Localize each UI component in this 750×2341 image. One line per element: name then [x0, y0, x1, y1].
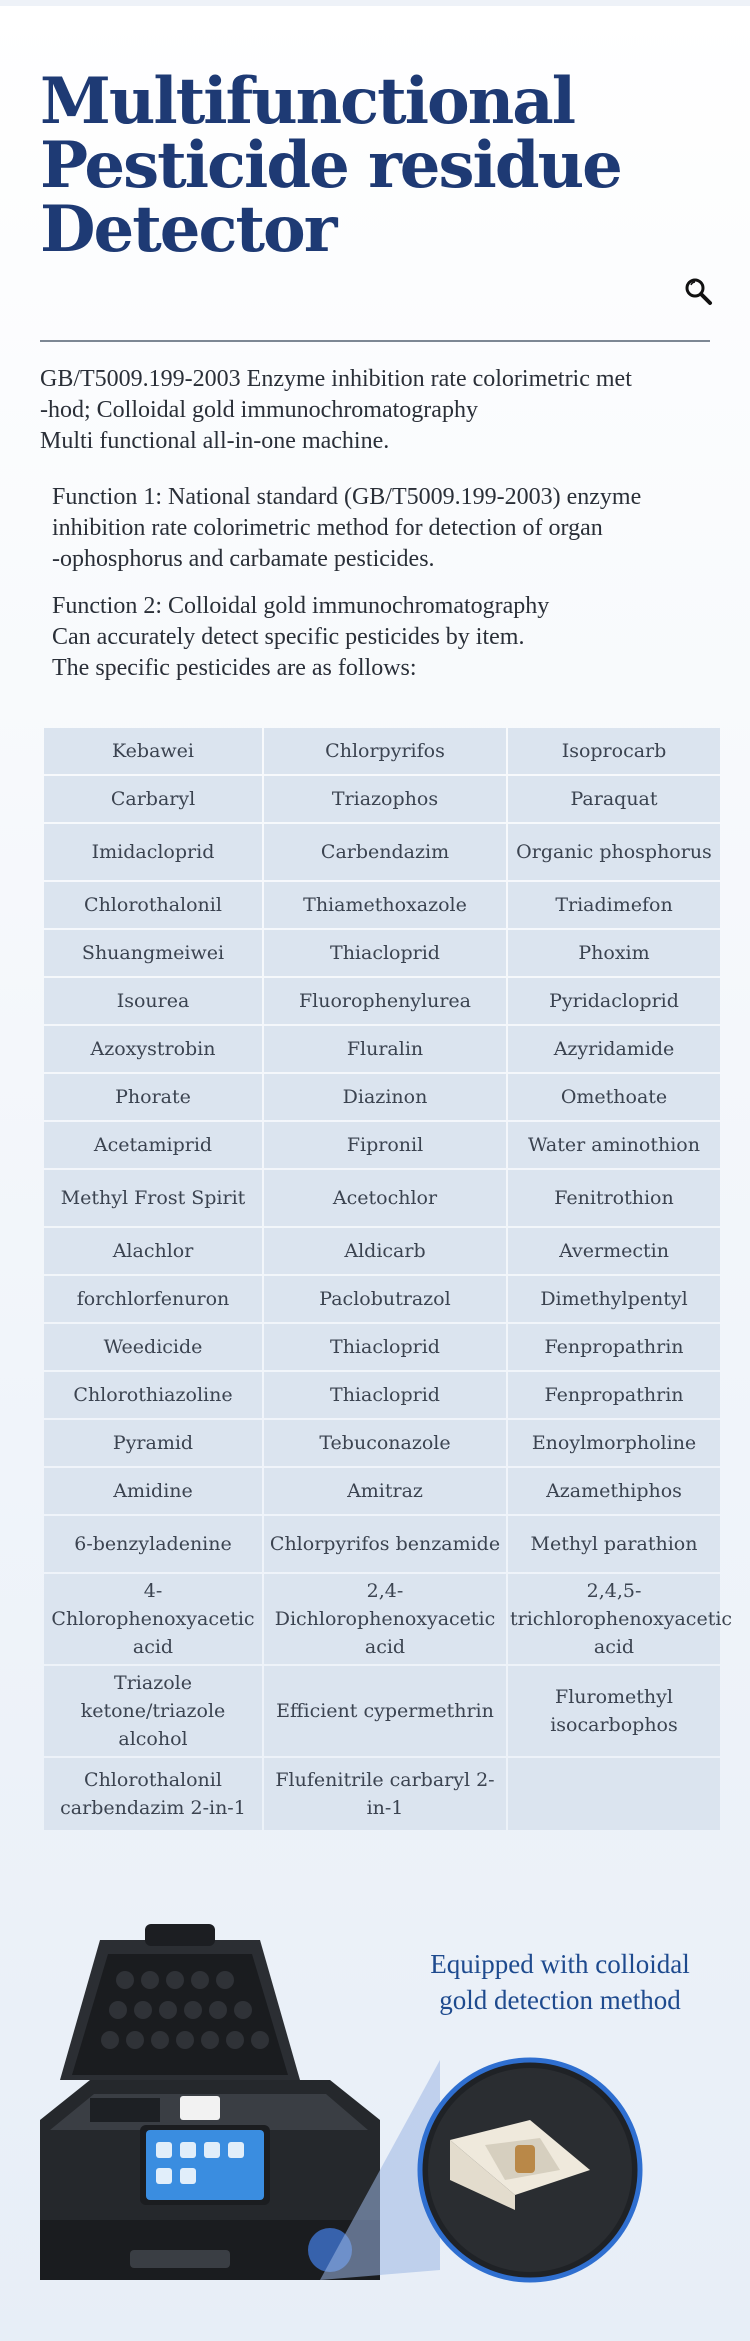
pesticide-cell: forchlorfenuron: [44, 1276, 262, 1322]
function-1-text: [52, 482, 712, 575]
pesticide-cell: Water aminothion: [508, 1122, 720, 1168]
function-1-line-3: -ophosphorus and carbamate pesticides.: [52, 546, 435, 572]
pesticide-cell: 2,4,5-trichlorophenoxyacetic acid: [508, 1574, 720, 1664]
function-2-line-3: The specific pesticides are as follows:: [52, 655, 417, 681]
pesticide-cell: 6-benzyladenine: [44, 1516, 262, 1572]
pesticide-cell: Amidine: [44, 1468, 262, 1514]
pesticide-cell: Fipronil: [264, 1122, 506, 1168]
pesticide-cell: Azoxystrobin: [44, 1026, 262, 1072]
pesticide-cell: Diazinon: [264, 1074, 506, 1120]
pesticide-cell: Azyridamide: [508, 1026, 720, 1072]
callout-line-2: gold detection method: [439, 1985, 681, 2015]
table-row: [44, 1758, 720, 1830]
intro-line-1: GB/T5009.199-2003 Enzyme inhibition rate colorimetric met: [40, 366, 632, 392]
pesticide-cell: Kebawei: [44, 728, 262, 774]
title-line-1: Multifunctional: [40, 64, 574, 139]
pesticide-cell: Imidacloprid: [44, 824, 262, 880]
table-row: [44, 930, 720, 976]
pesticide-cell: Triadimefon: [508, 882, 720, 928]
table-row: [44, 1026, 720, 1072]
pesticide-cell: Triazole ketone/triazole alcohol: [44, 1666, 262, 1756]
function-1-line-1: Function 1: National standard (GB/T5009.199-2003) enzyme: [52, 484, 642, 510]
pesticide-cell: Thiacloprid: [264, 1324, 506, 1370]
pesticide-cell: Phorate: [44, 1074, 262, 1120]
pesticide-table: [42, 726, 733, 1832]
pesticide-cell: Chlorothalonil carbendazim 2-in-1: [44, 1758, 262, 1830]
pesticide-cell: 4-Chlorophenoxyacetic acid: [44, 1574, 262, 1664]
pesticide-cell: Azamethiphos: [508, 1468, 720, 1514]
pesticide-cell: Methyl parathion: [508, 1516, 720, 1572]
function-2-line-1: Function 2: Colloidal gold immunochromatography: [52, 593, 550, 619]
pesticide-cell: Pyridacloprid: [508, 978, 720, 1024]
table-row: [44, 1574, 720, 1664]
pesticide-cell: Omethoate: [508, 1074, 720, 1120]
table-row: [44, 1324, 720, 1370]
table-row: [44, 1276, 720, 1322]
pesticide-cell: Fluromethyl isocarbophos: [508, 1666, 720, 1756]
intro-line-2: -hod; Colloidal gold immunochromatography: [40, 397, 478, 423]
pesticide-cell: Fenpropathrin: [508, 1324, 720, 1370]
pesticide-cell: Dimethylpentyl: [508, 1276, 720, 1322]
pesticide-cell: Paclobutrazol: [264, 1276, 506, 1322]
pesticide-cell: Efficient cypermethrin: [264, 1666, 506, 1756]
table-row: [44, 882, 720, 928]
page-title: [40, 64, 680, 267]
pesticide-cell: Chlorpyrifos: [264, 728, 506, 774]
pesticide-cell: Thiacloprid: [264, 930, 506, 976]
table-row: [44, 1516, 720, 1572]
pesticide-cell: Chlorpyrifos benzamide: [264, 1516, 506, 1572]
pesticide-cell: 2,4-Dichlorophenoxyacetic acid: [264, 1574, 506, 1664]
pesticide-cell: Thiamethoxazole: [264, 882, 506, 928]
pesticide-cell: Flufenitrile carbaryl 2-in-1: [264, 1758, 506, 1830]
pesticide-cell: Phoxim: [508, 930, 720, 976]
pesticide-cell: Organic phosphorus: [508, 824, 720, 880]
callout-line-1: Equipped with colloidal: [430, 1949, 690, 1979]
pesticide-cell: Fluralin: [264, 1026, 506, 1072]
function-2-text: [52, 591, 712, 684]
divider: [40, 340, 710, 342]
table-row: [44, 824, 720, 880]
pesticide-cell: Pyramid: [44, 1420, 262, 1466]
pesticide-cell: Thiacloprid: [264, 1372, 506, 1418]
table-row: [44, 1666, 720, 1756]
table-row: [44, 776, 720, 822]
pesticide-cell: Methyl Frost Spirit: [44, 1170, 262, 1226]
pesticide-cell: Fluorophenylurea: [264, 978, 506, 1024]
table-row: [44, 1122, 720, 1168]
pesticide-cell: Carbaryl: [44, 776, 262, 822]
pesticide-cell: Aldicarb: [264, 1228, 506, 1274]
pesticide-cell: Isoprocarb: [508, 728, 720, 774]
table-row: [44, 1228, 720, 1274]
table-row: [44, 1170, 720, 1226]
pesticide-cell: Weedicide: [44, 1324, 262, 1370]
pesticide-cell: Chlorothiazoline: [44, 1372, 262, 1418]
function-2-line-2: Can accurately detect specific pesticides by item.: [52, 624, 525, 650]
table-row: [44, 1074, 720, 1120]
zoom-detail-illustration: [300, 2020, 700, 2320]
top-strip: [0, 0, 750, 6]
table-row: [44, 1372, 720, 1418]
pesticide-cell: Paraquat: [508, 776, 720, 822]
pesticide-cell: [508, 1758, 720, 1830]
intro-line-3: Multi functional all-in-one machine.: [40, 428, 390, 454]
pesticide-cell: Triazophos: [264, 776, 506, 822]
pesticide-cell: Fenitrothion: [508, 1170, 720, 1226]
intro-text: [40, 364, 720, 457]
title-line-3: Detector: [40, 192, 336, 267]
title-line-2: Pesticide residue: [40, 128, 621, 203]
table-row: [44, 728, 720, 774]
pesticide-cell: Shuangmeiwei: [44, 930, 262, 976]
colloidal-gold-callout: [400, 1946, 720, 2018]
table-row: [44, 978, 720, 1024]
search-icon[interactable]: [683, 276, 713, 306]
pesticide-cell: Alachlor: [44, 1228, 262, 1274]
table-row: [44, 1420, 720, 1466]
pesticide-cell: Tebuconazole: [264, 1420, 506, 1466]
pesticide-cell: Acetochlor: [264, 1170, 506, 1226]
pesticide-cell: Avermectin: [508, 1228, 720, 1274]
pesticide-cell: Acetamiprid: [44, 1122, 262, 1168]
pesticide-cell: Enoylmorpholine: [508, 1420, 720, 1466]
pesticide-cell: Isourea: [44, 978, 262, 1024]
function-1-line-2: inhibition rate colorimetric method for detection of organ: [52, 515, 603, 541]
table-row: [44, 1468, 720, 1514]
pesticide-cell: Amitraz: [264, 1468, 506, 1514]
pesticide-cell: Chlorothalonil: [44, 882, 262, 928]
pesticide-cell: Carbendazim: [264, 824, 506, 880]
pesticide-cell: Fenpropathrin: [508, 1372, 720, 1418]
